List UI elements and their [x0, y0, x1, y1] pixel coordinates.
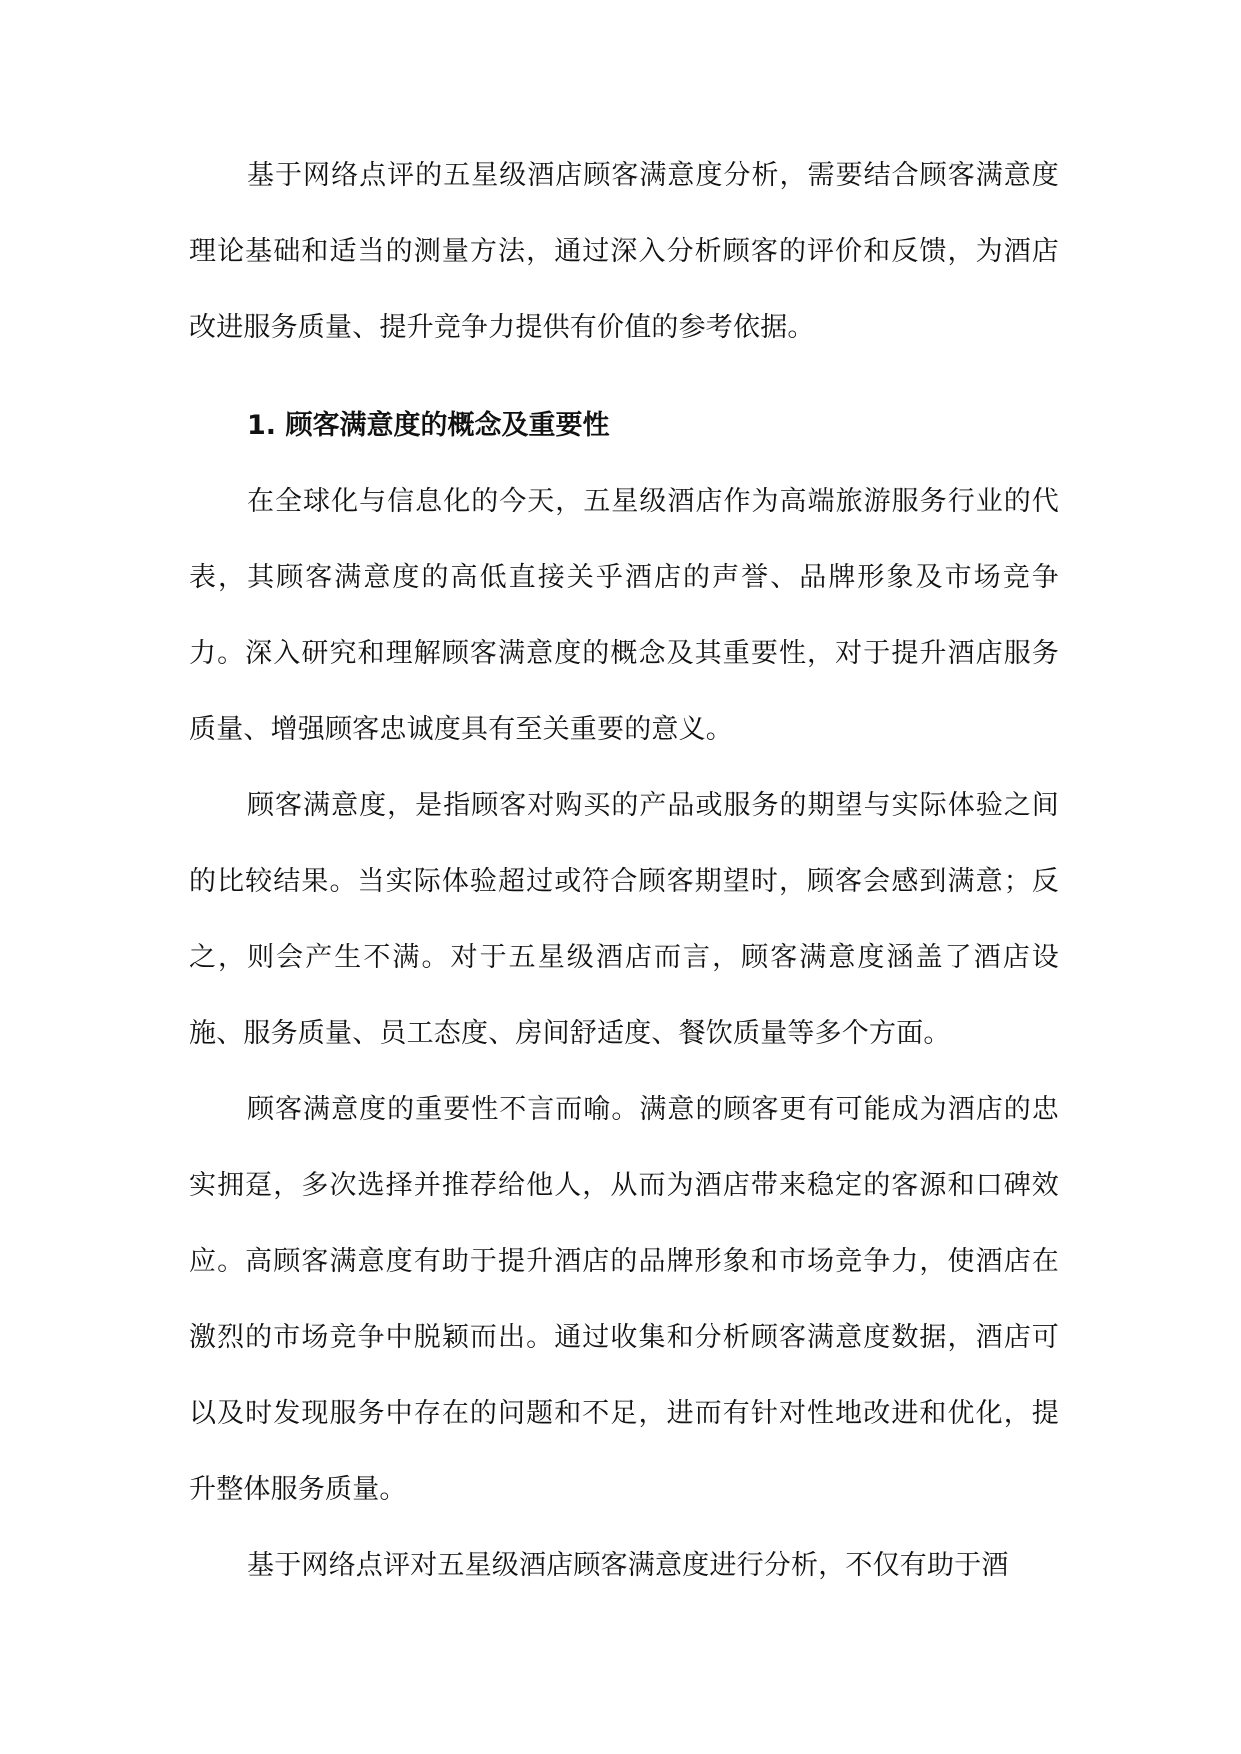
document-body	[189, 138, 1059, 1604]
body-paragraph-2: 顾客满意度，是指顾客对购买的产品或服务的期望与实际体验之间的比较结果。当实际体验超过或符合顾客期望时，顾客会感到满意；反之，则会产生不满。对于五星级酒店而言，顾客满意度涵盖了酒店设施、服务质量、员工态度、房间舒适度、餐饮质量等多个方面。	[189, 790, 1059, 1049]
body-paragraph-3: 顾客满意度的重要性不言而喻。满意的顾客更有可能成为酒店的忠实拥趸，多次选择并推荐给他人，从而为酒店带来稳定的客源和口碑效应。高顾客满意度有助于提升酒店的品牌形象和市场竞争力，使酒店在激烈的市场竞争中脱颖而出。通过收集和分析顾客满意度数据，酒店可以及时发现服务中存在的问题和不足，进而有针对性地改进和优化，提升整体服务质量。	[189, 1094, 1059, 1505]
body-paragraph-4: 基于网络点评对五星级酒店顾客满意度进行分析，不仅有助于酒	[247, 1550, 1009, 1581]
intro-paragraph: 基于网络点评的五星级酒店顾客满意度分析，需要结合顾客满意度理论基础和适当的测量方法，通过深入分析顾客的评价和反馈，为酒店改进服务质量、提升竞争力提供有价值的参考依据。	[189, 160, 1059, 343]
body-paragraph-1: 在全球化与信息化的今天，五星级酒店作为高端旅游服务行业的代表，其顾客满意度的高低直接关乎酒店的声誉、品牌形象及市场竞争力。深入研究和理解顾客满意度的概念及其重要性，对于提升酒店服务质量、增强顾客忠诚度具有至关重要的意义。	[189, 486, 1059, 745]
section-heading: 1. 顾客满意度的概念及重要性	[247, 410, 610, 441]
